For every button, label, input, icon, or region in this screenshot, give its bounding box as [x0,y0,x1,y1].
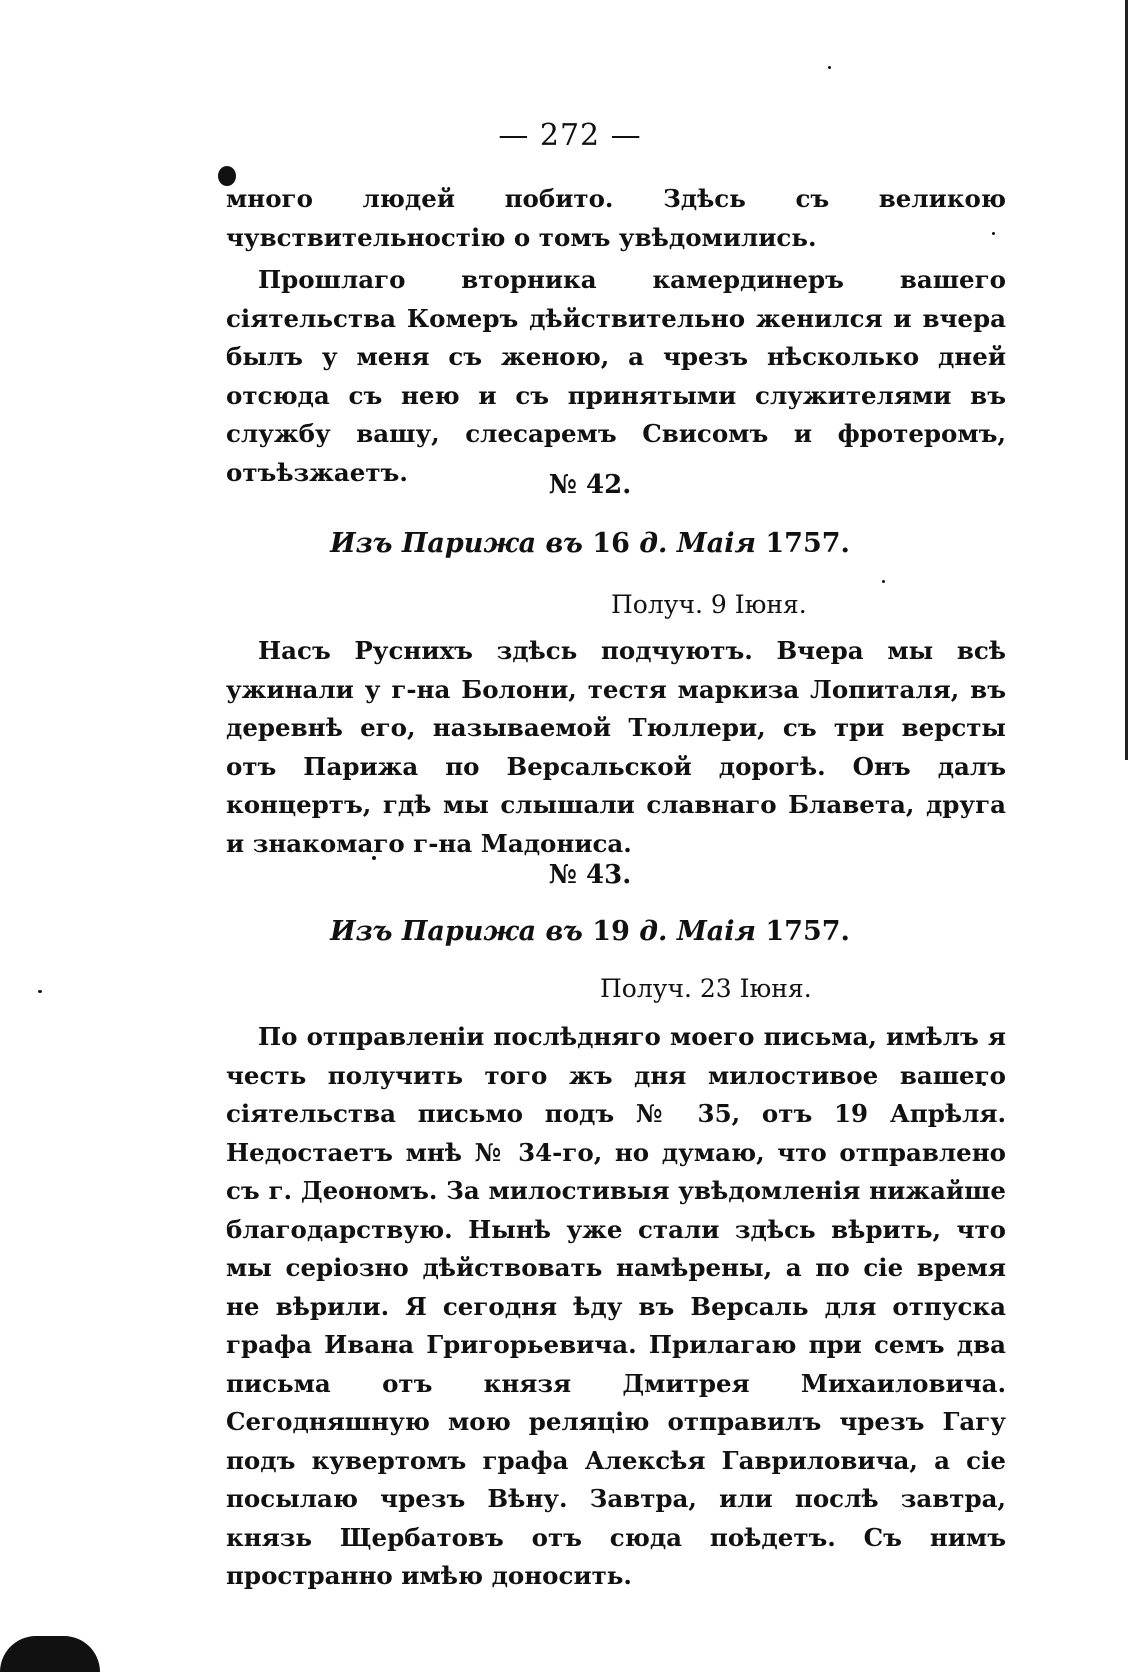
letter-body [226,632,1006,863]
received-date: Получ. 9 Іюня. [611,590,807,619]
received-date: Получ. 23 Іюня. [600,974,812,1003]
letter-number: № 43. [548,860,632,890]
continuation-paragraph: Прошлаго вторника камердинеръ вашего сіятельства Комеръ дѣйствительно женился и вчера былъ у меня съ женою, а чрезъ нѣсколько дней отсюда съ нею и съ принятыми служителями въ службу вашу, слесаремъ Свисомъ и фротеромъ, отъѣзжаетъ. [226,265,1006,487]
letter-paragraph: По отправленіи послѣдняго моего письма, имѣлъ я честь получить того жъ дня милостивое вашего сіятельства письмо подъ № 35, отъ 19 Апрѣля. Недостаетъ мнѣ № 34-го, но думаю, что отправлено съ г. Деономъ. За милостивыя увѣдомленія нижайше благодарствую. Нынѣ уже стали здѣсь вѣрить, что мы серіозно дѣйствовать намѣрены, а по сіе время не вѣрили. Я сегодня ѣду въ Версаль для отпуска графа Ивана Григорьевича. Прилагаю при семъ два письма отъ князя Дмитрея Михаиловича. Сегодняшную мою реляцію отправилъ чрезъ Гагу подъ кувертомъ графа Алексѣя Гавриловича, а сіе посылаю чрезъ Вѣну. Завтра, или послѣ завтра, князь Щербатовъ отъ сюда поѣдетъ. Съ нимъ пространно имѣю доносить. [226,1022,1006,1590]
continuation-text [226,180,1006,492]
continuation-paragraph: много людей побито. Здѣсь съ великою чувствительностію о томъ увѣдомились. [226,184,1006,252]
ink-blot-bottom [0,1636,100,1672]
letter-heading: Изъ Парижа въ 16 д. Маія 1757. [330,528,850,559]
letter-body [226,1018,1006,1596]
page-edge-shadow [1125,0,1128,760]
letter-number: № 42. [548,470,632,500]
letter-paragraph: Насъ Руснихъ здѣсь подчуютъ. Вчера мы всѣ ужинали у г-на Болони, тестя маркиза Лопиталя, въ деревнѣ его, называемой Тюллери, съ три версты отъ Парижа по Версальской дорогѣ. Онъ далъ концертъ, гдѣ мы слышали славнаго Блавета, друга и знакомаго г-на Мадониса. [226,636,1006,858]
page-number: — 272 — [498,118,642,153]
speck [828,66,831,69]
speck [38,990,42,993]
letter-heading: Изъ Парижа въ 19 д. Маія 1757. [330,916,850,947]
speck [882,580,885,583]
